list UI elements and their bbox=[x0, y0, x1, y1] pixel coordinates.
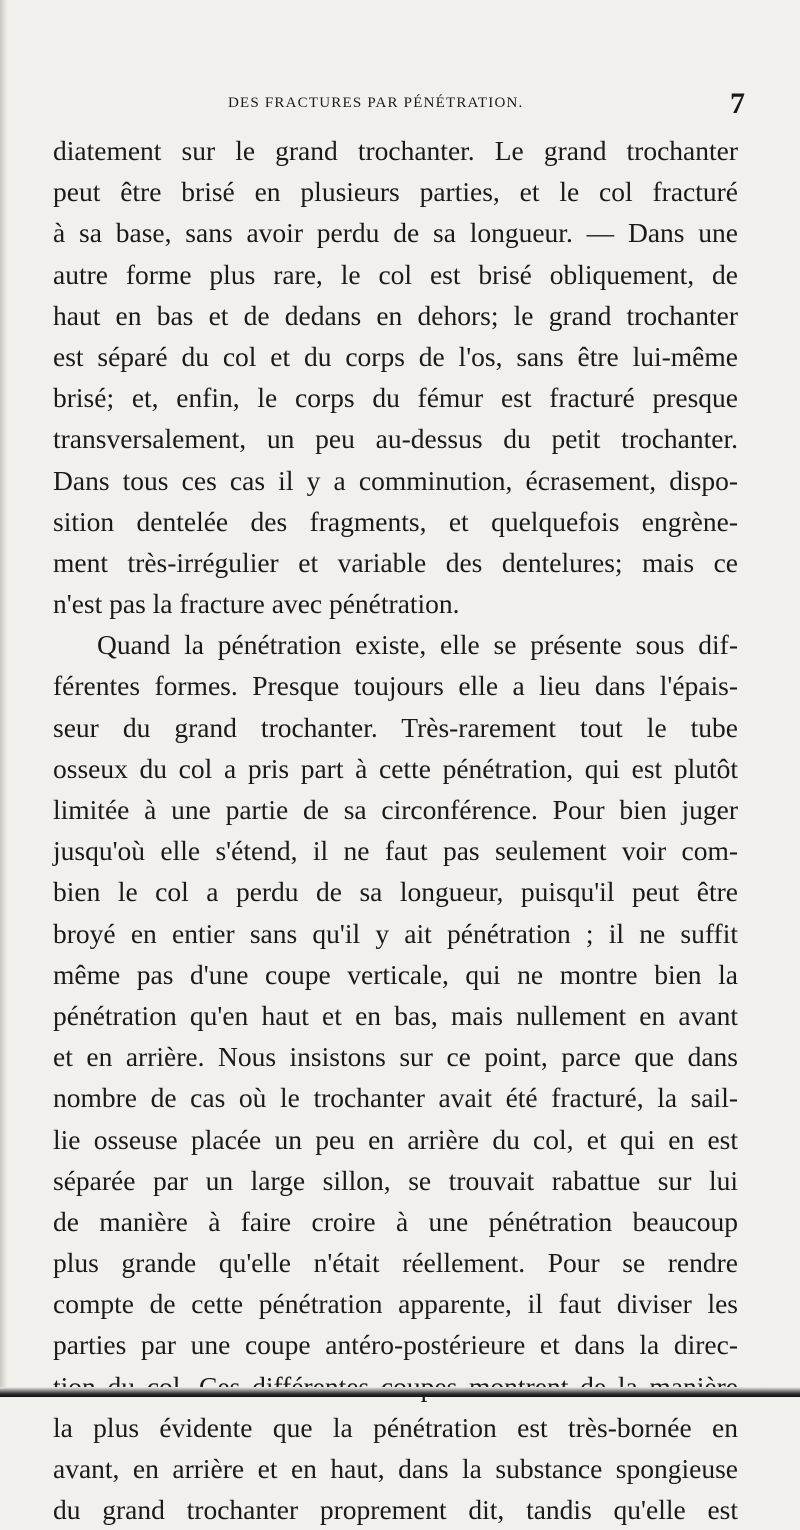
text-line: avant, en arrière et en haut, dans la substance spongieuse bbox=[53, 1453, 738, 1484]
text-line: bien le col a perdu de sa longueur, puisqu'il peut être bbox=[53, 876, 738, 908]
text-line: Dans tous ces cas il y a comminution, écrasement, dispo- bbox=[53, 464, 738, 496]
text-line: diatement sur le grand trochanter. Le grand trochanter bbox=[53, 135, 738, 166]
text-line: sition dentelée des fragments, et quelquefois engrène- bbox=[53, 505, 738, 537]
text-line: même pas d'une coupe verticale, qui ne montre bien la bbox=[53, 958, 738, 990]
text-line: de manière à faire croire à une pénétration beaucoup bbox=[53, 1205, 738, 1237]
text-line: brisé; et, enfin, le corps du fémur est fracturé presque bbox=[53, 382, 738, 414]
page-number: 7 bbox=[730, 87, 745, 120]
text-line: séparée par un large sillon, se trouvait rabattue sur lui bbox=[53, 1164, 738, 1196]
page-bottom-edge-shadow bbox=[0, 1387, 800, 1397]
text-line: autre forme plus rare, le col est brisé obliquement, de bbox=[53, 258, 738, 290]
text-line: osseux du col a pris part à cette pénétration, qui est plutôt bbox=[53, 752, 738, 784]
text-line: ment très-irrégulier et variable des dentelures; mais ce bbox=[53, 546, 738, 578]
text-line: est séparé du col et du corps de l'os, sans être lui-même bbox=[53, 340, 738, 372]
text-line: broyé en entier sans qu'il y ait pénétration ; il ne suffit bbox=[53, 917, 738, 949]
text-line: haut en bas et de dedans en dehors; le grand trochanter bbox=[53, 299, 738, 331]
text-line: nombre de cas où le trochanter avait été fracturé, la sail- bbox=[53, 1082, 738, 1114]
paragraph-end-line: n'est pas la fracture avec pénétration. bbox=[53, 588, 460, 620]
text-line: lie osseuse placée un peu en arrière du col, et qui en est bbox=[53, 1123, 738, 1155]
text-line: compte de cette pénétration apparente, il faut diviser les bbox=[53, 1288, 738, 1320]
text-line: à sa base, sans avoir perdu de sa longueur. — Dans une bbox=[53, 217, 738, 249]
text-line: parties par une coupe antéro-postérieure et dans la direc- bbox=[53, 1329, 738, 1361]
text-line: plus grande qu'elle n'était réellement. Pour se rendre bbox=[53, 1247, 738, 1279]
text-line: férentes formes. Presque toujours elle a lieu dans l'épais- bbox=[53, 670, 738, 702]
text-line: du grand trochanter proprement dit, tandis qu'elle est bbox=[53, 1494, 738, 1526]
text-line: et en arrière. Nous insistons sur ce point, parce que dans bbox=[53, 1041, 738, 1073]
body-text bbox=[53, 130, 738, 1530]
text-line: peut être brisé en plusieurs parties, et le col fracturé bbox=[53, 176, 738, 208]
text-line: limitée à une partie de sa circonférence. Pour bien juger bbox=[53, 794, 738, 825]
running-head-title: DES FRACTURES PAR PÉNÉTRATION. bbox=[228, 95, 524, 111]
text-line: transversalement, un peu au-dessus du petit trochanter. bbox=[53, 423, 738, 455]
paragraph-start-line: Quand la pénétration existe, elle se présente sous dif- bbox=[97, 629, 738, 661]
text-line: la plus évidente que la pénétration est très-bornée en bbox=[53, 1411, 738, 1443]
page-left-edge-shadow bbox=[0, 0, 8, 1397]
text-line: seur du grand trochanter. Très-rarement tout le tube bbox=[53, 711, 738, 743]
text-line: pénétration qu'en haut et en bas, mais nullement en avant bbox=[53, 999, 738, 1031]
running-head bbox=[0, 87, 800, 123]
text-line: jusqu'où elle s'étend, il ne faut pas seulement voir com- bbox=[53, 835, 738, 867]
